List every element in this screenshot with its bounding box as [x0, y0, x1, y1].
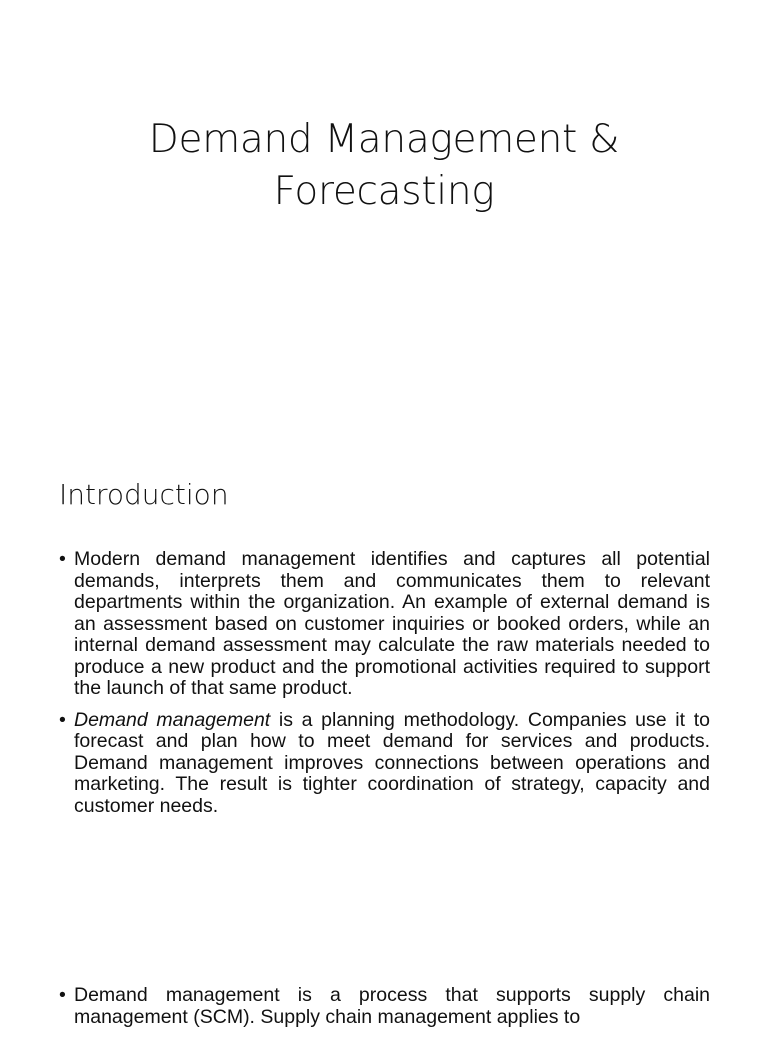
page-title: [0, 114, 768, 218]
bullet-item: [59, 549, 710, 700]
bullet-text: Modern demand management identifies and captures all potential demands, interprets them and communicates them to relevant departments within the organization. An example of external demand is an assessment based on customer inquiries or booked orders, while an internal demand assessment may calculate the raw materials needed to produce a new product and the promotional activities required to support the launch of that same product.: [74, 548, 710, 699]
bullet-text: Demand management is a process that supports supply chain management (SCM). Supply chain management applies to: [74, 984, 710, 1028]
emphasis-term: Demand management: [74, 708, 271, 731]
bullet-item: [59, 710, 710, 818]
section-heading: Introduction: [59, 478, 229, 511]
bullet-item: [59, 985, 710, 1028]
bullet-list: [59, 549, 710, 827]
title-line-1: Demand Management &: [148, 117, 620, 162]
bullet-list: [59, 985, 710, 1038]
title-line-2: Forecasting: [273, 169, 495, 214]
bullet-text: is a planning methodology. Companies use it to forecast and plan how to meet demand for services and products. Demand management improves connections between operations and marketing. The result is tighter coordination of strategy, capacity and customer needs.: [74, 708, 710, 817]
